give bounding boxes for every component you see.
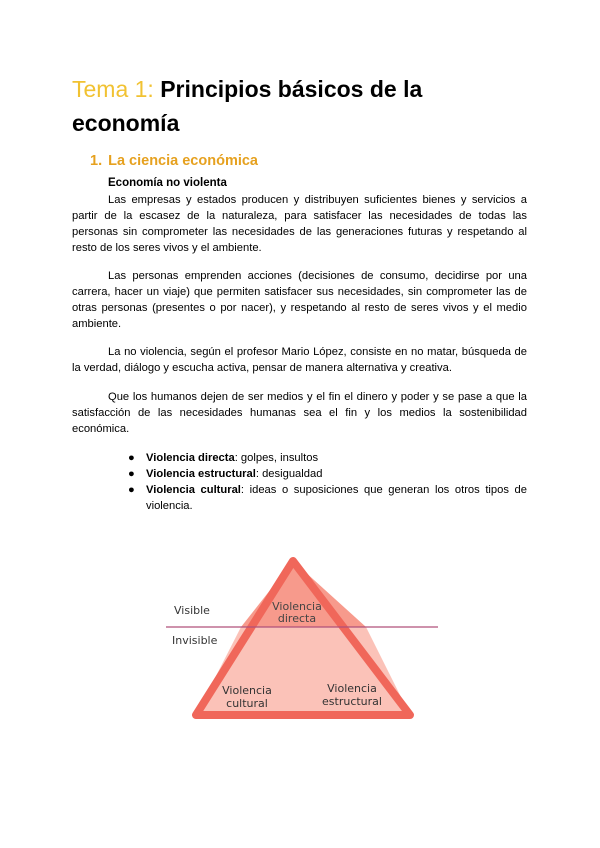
top-label-line1: Violencia: [272, 600, 322, 613]
bottom-left-label-line1: Violencia: [222, 684, 272, 697]
bullet-text: : desigualdad: [255, 468, 323, 480]
section-heading: [90, 153, 258, 169]
bullet-icon: ●: [128, 468, 135, 480]
paragraph-text: La no violencia, según el profesor Mario López, consiste en no matar, búsqueda de la verdad, diálogo y escucha activa, pensar de manera alternativa y creativa.: [72, 346, 527, 374]
bottom-right-label-line2: estructural: [322, 695, 382, 708]
paragraph-text: Que los humanos dejen de ser medios y el fin el dinero y poder y se pase a que la satisfacción de las necesidades humanas sea el fin y los medios la sostenibilidad económica.: [72, 391, 527, 435]
list-item: [126, 482, 527, 514]
paragraph: [72, 344, 527, 376]
topic-number: Tema 1:: [72, 76, 154, 102]
subheading: Economía no violenta: [108, 177, 227, 189]
bullet-term: Violencia estructural: [146, 468, 256, 480]
violence-triangle-diagram: [160, 555, 450, 725]
bullet-text: : golpes, insultos: [234, 452, 319, 464]
bullet-icon: ●: [128, 484, 135, 496]
bottom-right-label-line1: Violencia: [327, 682, 377, 695]
section-number: 1.: [90, 153, 103, 169]
page-title: [72, 72, 532, 140]
paragraph: [72, 192, 527, 256]
bullet-text: : ideas o suposiciones que generan los otros tipos de violencia.: [146, 484, 527, 512]
paragraph-text: Las empresas y estados producen y distribuyen suficientes bienes y servicios a partir de la escasez de la naturaleza, para satisfacer las necesidades de todas las personas sin comprometer las necesidades de las generaciones futuras y respetando al resto de los seres vivos y el ambiente.: [72, 194, 527, 254]
list-item: [126, 450, 527, 466]
bullet-icon: ●: [128, 452, 135, 464]
title-text: Principios básicos de la economía: [72, 76, 423, 136]
paragraph-text: Las personas emprenden acciones (decisiones de consumo, decidirse por una carrera, hacer un viaje) que permiten satisfacer sus necesidades, sin comprometer las de otras personas (presentes o por nacer), y respetando al resto de seres vivos y el medio ambiente.: [72, 270, 527, 330]
paragraph: [72, 268, 527, 332]
top-label-line2: directa: [277, 612, 317, 625]
visible-label: Visible: [174, 604, 210, 617]
bottom-left-label-line2: cultural: [226, 697, 268, 710]
list-item: [126, 466, 527, 482]
bullet-term: Violencia directa: [146, 452, 235, 464]
paragraph: [72, 389, 527, 437]
violence-types-list: [126, 450, 527, 514]
bullet-term: Violencia cultural: [146, 484, 241, 496]
section-title: La ciencia económica: [108, 153, 258, 169]
invisible-label: Invisible: [172, 634, 218, 647]
